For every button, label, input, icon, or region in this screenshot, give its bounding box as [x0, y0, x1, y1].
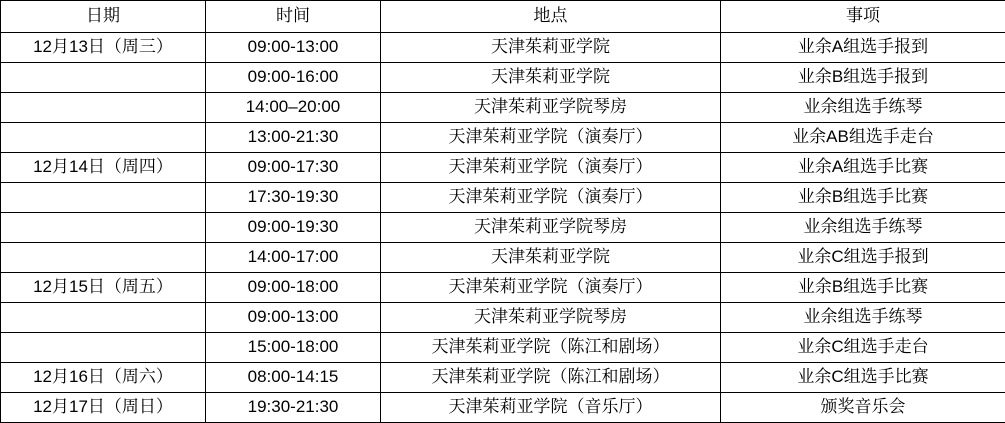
cell-date — [1, 333, 206, 363]
cell-date: 12月15日（周五） — [1, 273, 206, 303]
table-header — [1, 1, 1005, 33]
cell-item: 业余A组选手比赛 — [721, 153, 1005, 183]
table-row — [1, 93, 1005, 123]
table-row — [1, 243, 1005, 273]
cell-date — [1, 213, 206, 243]
cell-place: 天津茱莉亚学院琴房 — [381, 93, 721, 123]
cell-place: 天津茱莉亚学院（演奏厅） — [381, 273, 721, 303]
cell-date: 12月17日（周日） — [1, 393, 206, 423]
cell-place: 天津茱莉亚学院琴房 — [381, 303, 721, 333]
cell-date — [1, 183, 206, 213]
cell-date: 12月16日（周六） — [1, 363, 206, 393]
cell-item: 业余组选手练琴 — [721, 93, 1005, 123]
cell-place: 天津茱莉亚学院（演奏厅） — [381, 183, 721, 213]
cell-time: 09:00-16:00 — [206, 63, 381, 93]
table-row — [1, 123, 1005, 153]
cell-item: 业余C组选手报到 — [721, 243, 1005, 273]
cell-date — [1, 303, 206, 333]
column-header-time: 时间 — [206, 1, 381, 33]
table-row — [1, 183, 1005, 213]
cell-date — [1, 243, 206, 273]
cell-time: 14:00–20:00 — [206, 93, 381, 123]
table-row — [1, 363, 1005, 393]
cell-date — [1, 63, 206, 93]
table-body — [1, 33, 1005, 423]
cell-date: 12月13日（周三） — [1, 33, 206, 63]
cell-time: 17:30-19:30 — [206, 183, 381, 213]
cell-item: 颁奖音乐会 — [721, 393, 1005, 423]
table-row — [1, 393, 1005, 423]
header-row — [1, 1, 1005, 33]
column-header-item: 事项 — [721, 1, 1005, 33]
cell-place: 天津茱莉亚学院（陈江和剧场） — [381, 333, 721, 363]
cell-place: 天津茱莉亚学院（音乐厅） — [381, 393, 721, 423]
cell-time: 09:00-17:30 — [206, 153, 381, 183]
column-header-date: 日期 — [1, 1, 206, 33]
cell-time: 09:00-19:30 — [206, 213, 381, 243]
cell-item: 业余组选手练琴 — [721, 303, 1005, 333]
column-header-place: 地点 — [381, 1, 721, 33]
cell-time: 15:00-18:00 — [206, 333, 381, 363]
table-row — [1, 303, 1005, 333]
cell-item: 业余A组选手报到 — [721, 33, 1005, 63]
cell-date: 12月14日（周四） — [1, 153, 206, 183]
table-row — [1, 333, 1005, 363]
cell-item: 业余C组选手走台 — [721, 333, 1005, 363]
cell-place: 天津茱莉亚学院 — [381, 33, 721, 63]
cell-date — [1, 123, 206, 153]
cell-time: 13:00-21:30 — [206, 123, 381, 153]
cell-item: 业余C组选手比赛 — [721, 363, 1005, 393]
cell-time: 09:00-13:00 — [206, 303, 381, 333]
table-row — [1, 273, 1005, 303]
cell-item: 业余B组选手比赛 — [721, 183, 1005, 213]
table-row — [1, 153, 1005, 183]
table-row — [1, 63, 1005, 93]
cell-time: 09:00-18:00 — [206, 273, 381, 303]
cell-date — [1, 93, 206, 123]
cell-time: 14:00-17:00 — [206, 243, 381, 273]
cell-place: 天津茱莉亚学院（陈江和剧场） — [381, 363, 721, 393]
cell-time: 19:30-21:30 — [206, 393, 381, 423]
cell-time: 09:00-13:00 — [206, 33, 381, 63]
cell-place: 天津茱莉亚学院（演奏厅） — [381, 153, 721, 183]
table-row — [1, 213, 1005, 243]
cell-place: 天津茱莉亚学院（演奏厅） — [381, 123, 721, 153]
cell-item: 业余AB组选手走台 — [721, 123, 1005, 153]
cell-place: 天津茱莉亚学院琴房 — [381, 213, 721, 243]
table-row — [1, 33, 1005, 63]
cell-item: 业余B组选手比赛 — [721, 273, 1005, 303]
cell-time: 08:00-14:15 — [206, 363, 381, 393]
cell-place: 天津茱莉亚学院 — [381, 63, 721, 93]
cell-item: 业余组选手练琴 — [721, 213, 1005, 243]
cell-place: 天津茱莉亚学院 — [381, 243, 721, 273]
cell-item: 业余B组选手报到 — [721, 63, 1005, 93]
